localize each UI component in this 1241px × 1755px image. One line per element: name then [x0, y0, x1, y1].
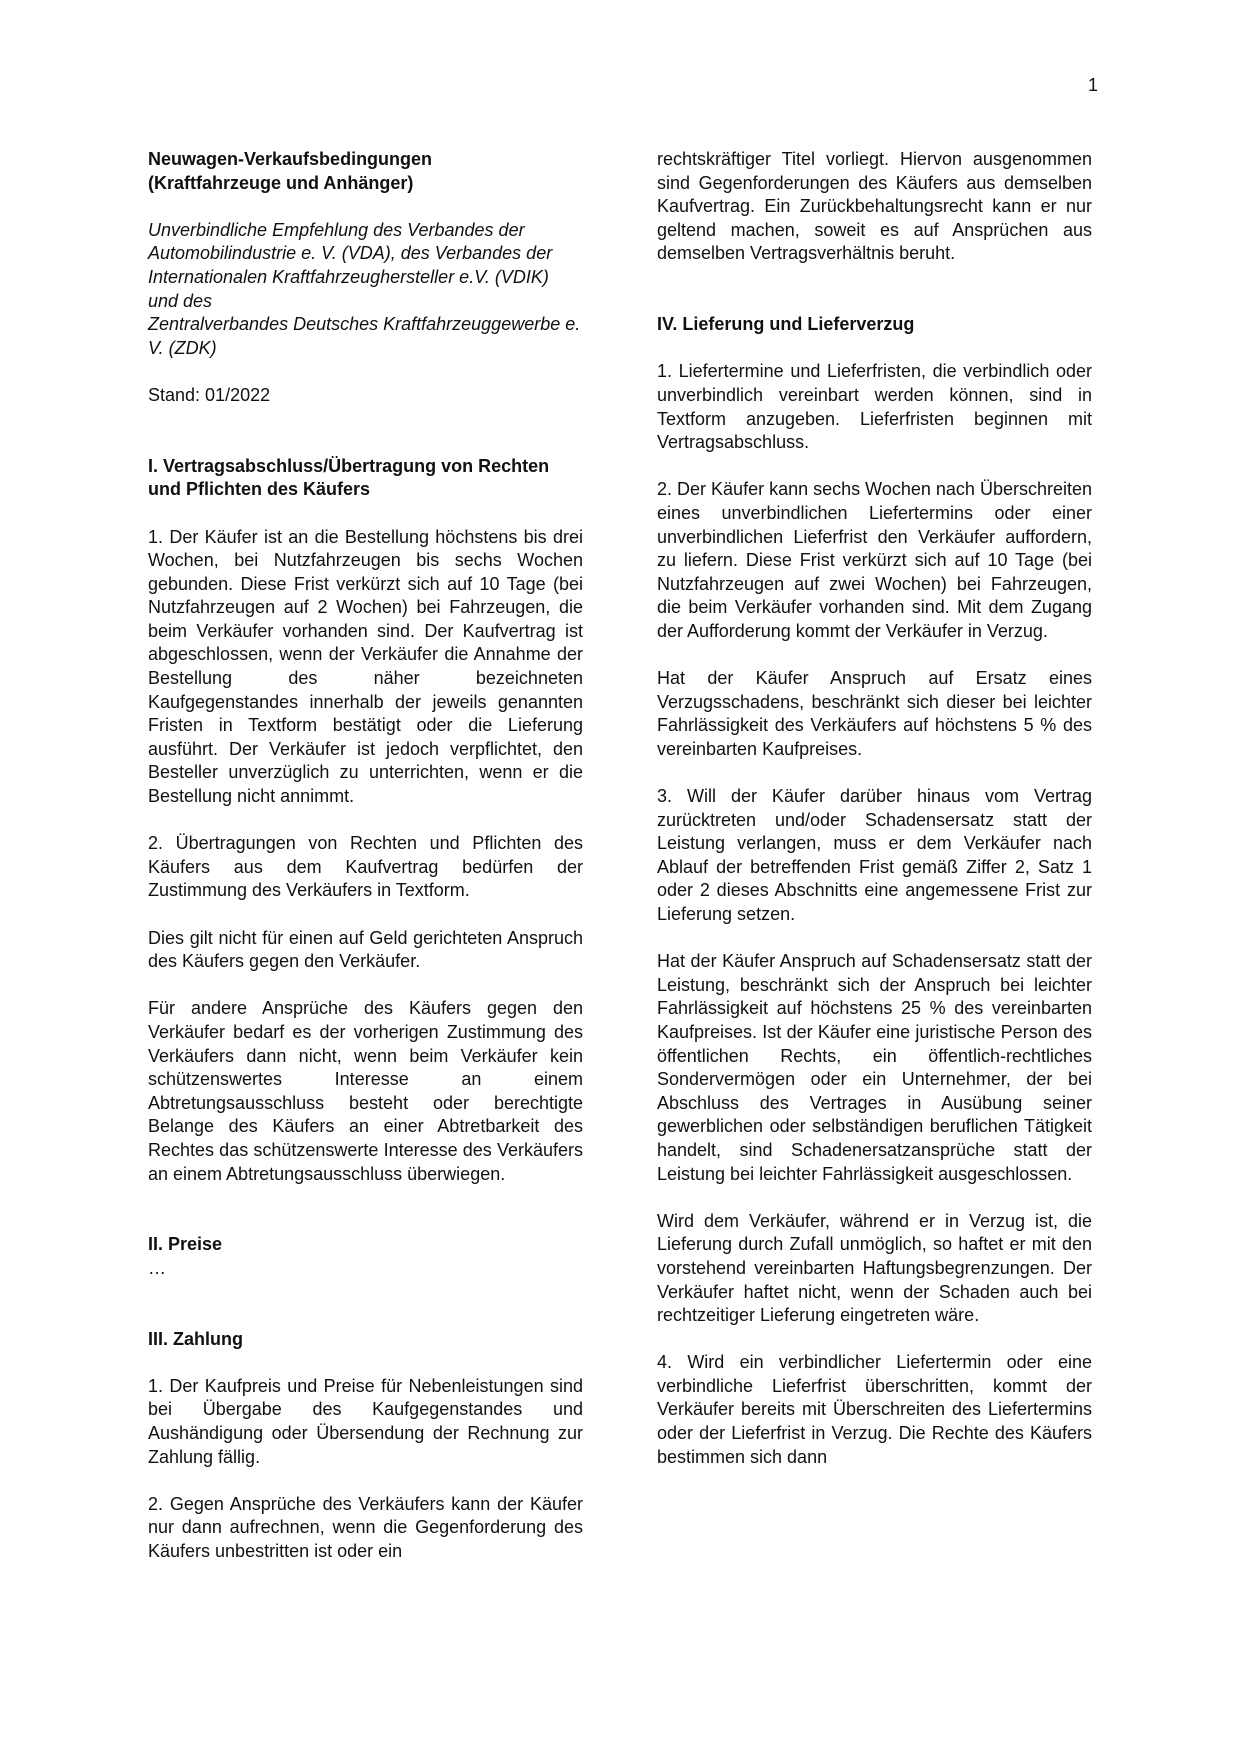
- document-subtitle: Unverbindliche Empfehlung des Verbandes der Automobilindustrie e. V. (VDA), des Verbandes der Internationalen Kraftfahrzeughersteller e.V. (VDIK) und des Zentralverbandes Deutsches Kraftfahrzeuggewerbe e. V. (ZDK): [148, 219, 581, 358]
- right-column: [657, 148, 1092, 1469]
- section-4-paragraph-3: Hat der Käufer Anspruch auf Ersatz eines Verzugsschadens, beschränkt sich dieser bei leichter Fahrlässigkeit des Verkäufers auf höchstens 5 % des vereinbarten Kaufpreises.: [657, 668, 1092, 759]
- section-3-heading: III. Zahlung: [148, 1328, 243, 1349]
- page-number: 1: [1087, 75, 1098, 95]
- section-4-paragraph-1: 1. Liefertermine und Lieferfristen, die verbindlich oder unverbindlich vereinbart werden können, sind in Textform anzugeben. Lieferfristen beginnen mit Vertragsabschluss.: [657, 361, 1092, 453]
- section-1-paragraph-2: 2. Übertragungen von Rechten und Pflichten des Käufers aus dem Kaufvertrag bedürfen der Zustimmung des Verkäufers in Textform.: [148, 833, 583, 901]
- section-4-heading: IV. Lieferung und Lieferverzug: [657, 314, 915, 335]
- section-3-paragraph-2-continued: rechtskräftiger Titel vorliegt. Hiervon ausgenommen sind Gegenforderungen des Käufers aus demselben Kaufvertrag. Ein Zurückbehaltungsrecht kann er nur geltend machen, soweit es auf Ansprüchen aus demselben Vertragsverhältnis beruht.: [657, 149, 1092, 264]
- section-2-heading: II. Preise: [148, 1234, 223, 1255]
- section-2-ellipsis: …: [148, 1257, 166, 1278]
- section-1-paragraph-4: Für andere Ansprüche des Käufers gegen den Verkäufer bedarf es der vorherigen Zustimmung des Verkäufers dann nicht, wenn beim Verkäufer kein schützenswertes Interesse an einem Abtretungsausschluss besteht oder berechtigte Belange des Käufers an einer Abtretbarkeit des Rechtes das schützenswerte Interesse des Verkäufers an einem Abtretungsausschluss überwiegen.: [148, 998, 583, 1184]
- section-4-paragraph-6: Wird dem Verkäufer, während er in Verzug ist, die Lieferung durch Zufall unmöglich, so haftet er mit den vorstehend vereinbarten Haftungsbegrenzungen. Der Verkäufer haftet nicht, wenn der Schaden auch bei rechtzeitiger Lieferung eingetreten wäre.: [657, 1210, 1092, 1326]
- section-4-paragraph-7: 4. Wird ein verbindlicher Liefertermin oder eine verbindliche Lieferfrist überschritten, kommt der Verkäufer bereits mit Überschreiten des Liefertermins oder der Lieferfrist in Verzug. Die Rechte des Käufers bestimmen sich dann: [657, 1352, 1092, 1467]
- section-3-paragraph-1: 1. Der Kaufpreis und Preise für Nebenleistungen sind bei Übergabe des Kaufgegenstandes und Aushändigung oder Übersendung der Rechnung zur Zahlung fällig.: [148, 1375, 583, 1467]
- section-3-paragraph-2: 2. Gegen Ansprüche des Verkäufers kann der Käufer nur dann aufrechnen, wenn die Gegenforderung des Käufers unbestritten ist oder ein: [148, 1493, 583, 1562]
- left-column: [148, 148, 583, 1564]
- section-4-paragraph-2: 2. Der Käufer kann sechs Wochen nach Überschreiten eines unverbindlichen Liefertermins oder einer unverbindlichen Lieferfrist den Verkäufer auffordern, zu liefern. Diese Frist verkürzt sich auf 10 Tage (bei Nutzfahrzeugen auf zwei Wochen) bei Fahrzeugen, die beim Verkäufer vorhanden sind. Mit dem Zugang der Aufforderung kommt der Verkäufer in Verzug.: [657, 479, 1092, 641]
- section-4-paragraph-5: Hat der Käufer Anspruch auf Schadensersatz statt der Leistung, beschränkt sich der Anspruch bei leichter Fahrlässigkeit auf höchstens 25 % des vereinbarten Kaufpreises. Ist der Käufer eine juristische Person des öffentlichen Rechts, ein öffentlich-rechtliches Sondervermögen oder ein Unternehmer, der bei Abschluss des Vertrages in Ausübung seiner gewerblichen oder selbständigen beruflichen Tätigkeit handelt, sind Schadenersatzansprüche statt der Leistung bei leichter Fahrlässigkeit ausgeschlossen.: [657, 951, 1092, 1184]
- document-stand: Stand: 01/2022: [148, 384, 271, 405]
- document-title: Neuwagen-Verkaufsbedingungen (Kraftfahrzeuge und Anhänger): [148, 149, 433, 193]
- section-1-paragraph-3: Dies gilt nicht für einen auf Geld gerichteten Anspruch des Käufers gegen den Verkäufer.: [148, 927, 583, 972]
- section-1-paragraph-1: 1. Der Käufer ist an die Bestellung höchstens bis drei Wochen, bei Nutzfahrzeugen bis sechs Wochen gebunden. Diese Frist verkürzt sich auf 10 Tage (bei Nutzfahrzeugen auf 2 Wochen) bei Fahrzeugen, die beim Verkäufer vorhanden sind. Der Kaufvertrag ist abgeschlossen, wenn der Verkäufer die Annahme der Bestellung des näher bezeichneten Kaufgegenstandes innerhalb der jeweils genannten Fristen in Textform bestätigt oder die Lieferung ausführt. Der Verkäufer ist jedoch verpflichtet, den Besteller unverzüglich zu unterrichten, wenn er die Bestellung nicht annimmt.: [148, 526, 583, 807]
- section-4-paragraph-4: 3. Will der Käufer darüber hinaus vom Vertrag zurücktreten und/oder Schadensersatz statt der Leistung verlangen, muss er dem Verkäufer nach Ablauf der betreffenden Frist gemäß Ziffer 2, Satz 1 oder 2 dieses Abschnitts eine angemessene Frist zur Lieferung setzen.: [657, 786, 1092, 924]
- section-1-heading: I. Vertragsabschluss/Übertragung von Rechten und Pflichten des Käufers: [148, 455, 550, 500]
